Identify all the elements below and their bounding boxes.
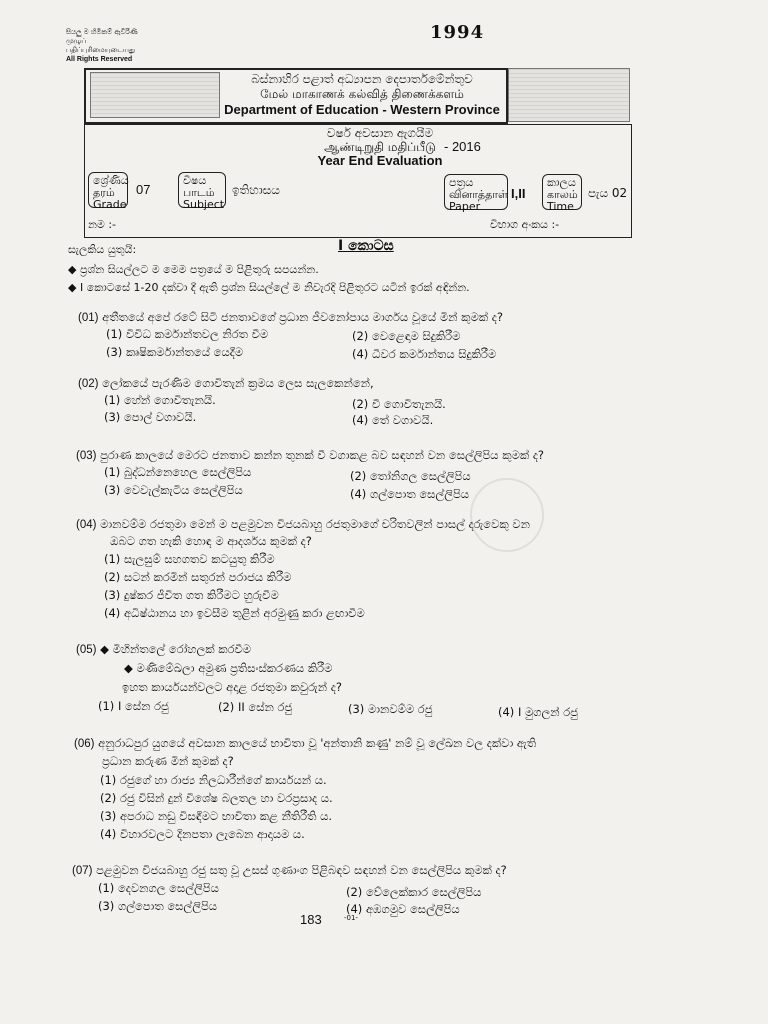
answer-option[interactable]: (1) රජුගේ හා රාජ්‍ය නිලධාරීන්ගේ කාර්යයන් ය. xyxy=(100,773,327,787)
answer-option[interactable]: (2) තෝනිගල සෙල්ලිපිය xyxy=(350,469,471,483)
left-crest-image xyxy=(90,72,220,118)
question-text-continued: ඔබට ගත හැකි හොඳ ම ආදර්ශය කුමක් ද? xyxy=(110,534,312,548)
answer-option[interactable]: (2) රජු විසින් දුන් විශේෂ බලතල හා වරප්‍රසාද ය. xyxy=(100,791,333,805)
answer-option[interactable]: (3) දුෂ්කර ජීවිත ගත කිරීමට හුරුවීම xyxy=(104,588,279,602)
answer-option[interactable]: (1) I සේන රජු xyxy=(98,699,169,713)
question-text: (04) මානවම්ම රජතුමා මෙන් ම පළමුවන විජයබාහු රජතුමාගේ චරිතවලින් පාසල් දරුවෙකු වන xyxy=(76,517,530,531)
page-number: 1994 xyxy=(430,22,485,43)
question-text-continued: ප්‍රධාන කරුණ මින් කුමක් ද? xyxy=(102,754,234,768)
question-text: (02) ලෝකයේ පැරණිම ගොවිතැන් ක්‍රමය ලෙස සැලකෙන්නේ, xyxy=(78,376,374,390)
question-text: ඉහත කාර්යයන්වලට අදාළ රජතුමා කවුරුන් ද? xyxy=(122,680,342,694)
evaluation-title: වර්ෂ අවසාන ඇගයීම ஆண்டிறுதி மதிப்பீடு Year End Evaluation xyxy=(317,126,443,168)
watermark-image xyxy=(470,478,544,552)
question-text: (06) අනුරාධපුර යුගයේ අවසාන කාලයේ භාවිතා වූ 'අන්තානි කණු' නම් වූ ලේඛන වල දක්වා ඇති xyxy=(74,736,537,750)
right-crest-image xyxy=(508,68,630,122)
footer-sheet-number: -01- xyxy=(344,914,358,922)
question-text: (07) පළමුවන විජයබාහු රජු සතු වූ උසස් ගුණාංග පිළිබඳව සඳහන් වන සෙල්ලිපිය කුමක් ද? xyxy=(72,863,507,877)
department-name: බස්නාහිර පළාත් අධ්‍යාපන දෙපාර්තමේන්තුව மேல் மாகாணக் கல்வித் திணைக்களம் Department of Education - Western Province xyxy=(224,72,500,117)
question-text: (03) පුරාණ කාලයේ මෙරට ජනතාව කන්න තුනක් වී වගාකළ බව සඳහන් වන සෙල්ලිපිය කුමක් ද? xyxy=(76,448,545,462)
index-number-field: විභාග අංකය :- xyxy=(490,218,560,231)
answer-option[interactable]: (1) බුද්ධන්නෙහෙල සෙල්ලිපිය xyxy=(104,465,252,479)
answer-option[interactable]: (1) දෙවනගල සෙල්ලිපිය xyxy=(98,881,219,895)
answer-option[interactable]: (2) වෙළෙඳාම සිදුකිරීම xyxy=(352,329,461,343)
subject-value: ඉතිහාසය xyxy=(232,183,280,197)
rights-notice: සියලු ම හිමිකම් ඇවිරිණි முழுப் பதிப்புரிமையுடையது All Rights Reserved xyxy=(66,28,138,63)
answer-option[interactable]: (4) I මුගලන් රජු xyxy=(498,705,578,719)
grade-value: 07 xyxy=(136,182,151,197)
grade-label: ශ්‍රේණිය தரம் Grade xyxy=(88,172,128,208)
answer-option[interactable]: (3) ගල්පොත සෙල්ලිපිය xyxy=(98,899,218,913)
time-label: කාලය காலம் Time xyxy=(542,174,582,210)
answer-option[interactable]: (4) ධීවර කර්මාන්තය සිදුකිරීම xyxy=(352,347,497,361)
answer-option[interactable]: (2) වී ගොවිතැනයි. xyxy=(352,397,446,411)
time-value: පැය 02 xyxy=(588,186,628,200)
answer-option[interactable]: (3) වෙවැල්කැටිය සෙල්ලිපිය xyxy=(104,483,243,497)
answer-option[interactable]: (1) හේන් ගොවිතැනයි. xyxy=(104,393,216,407)
answer-option[interactable]: (1) සැලසුම් සහගතව කටයුතු කිරීම xyxy=(104,552,275,566)
question-number: (05) ◆ මිහින්තලේ රෝහලක් කරවීම xyxy=(76,642,252,656)
question-text: (01) අතීතයේ අපේ රටේ සිටි ජනතාවගේ ප්‍රධාන ජීවනෝපාය මාර්ගය වූයේ මින් කුමක් ද? xyxy=(78,310,503,324)
subject-label: විෂය பாடம் Subject xyxy=(178,172,226,208)
evaluation-year: - 2016 xyxy=(444,139,481,154)
name-field: නම :- xyxy=(88,218,117,231)
answer-option[interactable]: (4) තේ වගාවයි. xyxy=(352,413,434,427)
answer-option[interactable]: (3) පොල් වගාවයි. xyxy=(104,410,197,424)
part-title: I කොටස xyxy=(338,238,394,254)
answer-option[interactable]: (3) මානවම්ම රජු xyxy=(348,702,433,716)
answer-option[interactable]: (4) විහාරවලට දිනපතා ලැබෙන ආදායම ය. xyxy=(100,827,305,841)
answer-option[interactable]: (1) විවිධ කර්මාන්තවල නිරත වීම xyxy=(106,327,269,341)
answer-option[interactable]: (4) අඹගමුව සෙල්ලිපිය xyxy=(346,902,460,916)
answer-option[interactable]: (3) කෘෂිකර්මාන්තයේ යෙදීම xyxy=(106,345,244,359)
paper-label: පත්‍රය வினாத்தாள் Paper xyxy=(444,174,508,210)
answer-option[interactable]: (2) II සේන රජු xyxy=(218,700,293,714)
instruction-item: ◆ ප්‍රශ්න සියල්ලට ම මෙම පත්‍රයේ ම පිළිතුරු සපයන්න. xyxy=(68,263,319,276)
answer-option[interactable]: (2) වේලෙක්කාර සෙල්ලිපිය xyxy=(346,885,482,899)
question-bullet: ◆ මණිමේඛලා අමුණ ප්‍රතිසංස්කරණය කිරීම xyxy=(124,661,333,675)
answer-option[interactable]: (3) අපරාධ නඩු විසඳීමට භාවිතා කළ නීතිරීති ය. xyxy=(100,809,333,823)
instruction-item: ◆ I කොටසේ 1-20 දක්වා දී ඇති ප්‍රශ්න සියල්ලේ ම නිවැරදි පිළිතුරට යටින් ඉරක් අඳින්න. xyxy=(68,281,470,294)
answer-option[interactable]: (4) ගල්පොත සෙල්ලිපිය xyxy=(350,487,470,501)
answer-option[interactable]: (2) සටන් කරමින් සතුරන් පරාජය කිරීම xyxy=(104,570,292,584)
instructions-heading: සැලකිය යුතුයි: xyxy=(68,243,137,256)
paper-value: I,II xyxy=(511,186,526,201)
answer-option[interactable]: (4) අධිෂ්ඨානය හා ඉවසීම තුළින් අරමුණු කරා ළඟාවීම xyxy=(104,606,365,620)
footer-page-number: 183 xyxy=(300,912,322,927)
